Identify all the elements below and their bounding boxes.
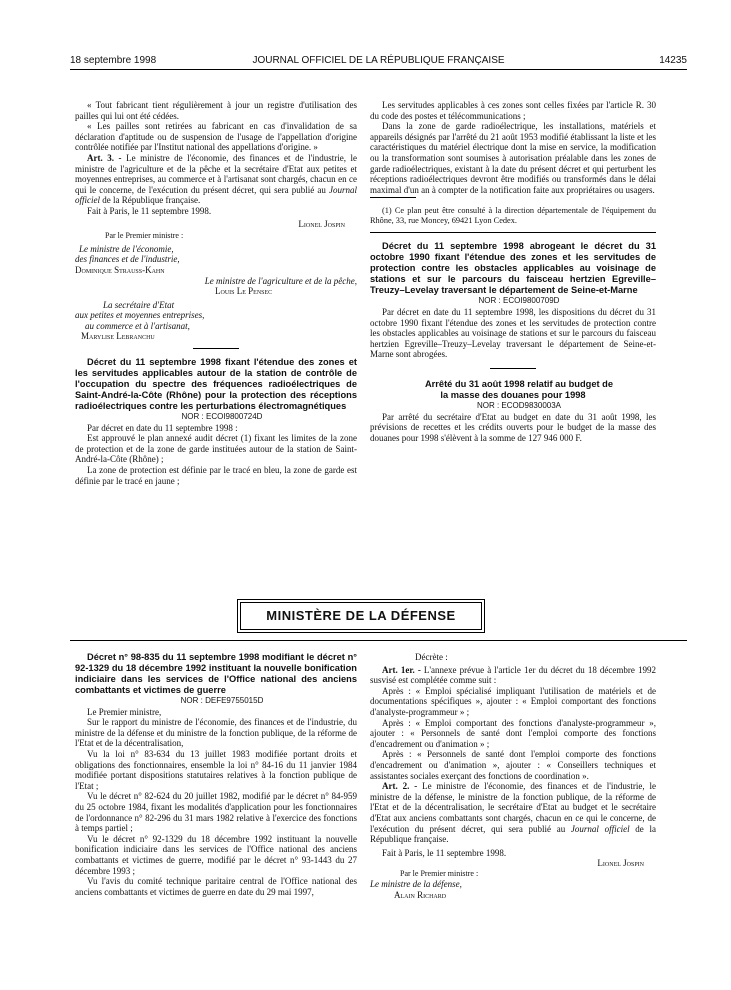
par-le-premier-ministre: Par le Premier ministre :: [105, 231, 184, 241]
nor-code: NOR : ECOD9830003A: [476, 400, 562, 410]
journal-officiel-ref: Journal officiel: [75, 184, 357, 206]
paragraph: Les servitudes applicables à ces zones sont celles fixées par l'article R. 30 du code des postes et télécommunications ;: [370, 100, 656, 121]
signature-prime-minister: Lionel Jospin: [597, 858, 644, 869]
left-column-top: [75, 100, 357, 486]
minister-name: Dominique Strauss-Kahn: [75, 264, 165, 275]
separator: [193, 348, 239, 349]
minister-title: des finances et de l'industrie,: [75, 254, 180, 265]
decree-title: Décret du 11 septembre 1998 fixant l'étendue des zones et les servitudes applicables autour de la station de contrôle de l'occupation du spectre des fréquences radioélectriques de Saint-André-la-Côte (Rhône) pour la protection des réceptions radioélectriques contre les perturbations électromagnétiques: [75, 357, 357, 412]
ministry-heading: MINISTÈRE DE LA DÉFENSE: [240, 602, 482, 630]
paragraph: Vu l'avis du comité technique paritaire central de l'Office national des anciens combattants et victimes de guerre en date du 29 mai 1997,: [75, 876, 357, 897]
decree-title: Décret du 11 septembre 1998 abrogeant le décret du 31 octobre 1990 fixant l'étendue des zones et les servitudes de protection contre les obstacles applicables au voisinage de stations et sur le parcours du faisceau hertzien Egreville–Treuzy–Levelay traversant le département de Seine-et-Marne: [370, 241, 656, 296]
minister-name: Alain Richard: [394, 890, 447, 901]
paragraph: Par décret en date du 11 septembre 1998 :: [87, 422, 238, 433]
paragraph: La zone de protection est définie par le tracé en bleu, la zone de garde est définie par le tracé en jaune ;: [75, 465, 357, 486]
minister-name: Marylise Lebranchu: [81, 331, 155, 342]
minister-title: au commerce et à l'artisanat,: [85, 320, 190, 331]
article-label: Art. 2. -: [382, 781, 418, 792]
paragraph: « Tout fabricant tient régulièrement à jour un registre d'utilisation des pailles qui lui ont été cédées.: [75, 100, 357, 121]
separator: [490, 368, 536, 369]
ministry-rule: [70, 640, 687, 641]
right-column-bottom: [370, 652, 656, 901]
minister-title: Le ministre de l'agriculture et de la pêche,: [204, 275, 357, 286]
paragraph: « Les pailles sont retirées au fabricant en cas d'invalidation de sa déclaration d'aptitude ou de suspension de l'usage de l'appellation d'origine contrôlée notifiée par l'Institut national des appellations d'origine. »: [75, 121, 357, 153]
minister-title: Le ministre de l'économie,: [79, 243, 174, 254]
header-page-number: 14235: [659, 55, 687, 66]
arrete-title: Arrêté du 31 août 1998 relatif au budget de la masse des douanes pour 1998: [424, 378, 614, 400]
separator: [370, 232, 656, 233]
header-date: 18 septembre 1998: [70, 55, 157, 66]
paragraph: Vu la loi n° 83-634 du 13 juillet 1983 modifiée portant droits et obligations des fonctionnaires, ensemble la loi n° 84-16 du 11 janvier 1984 modifiée portant dispositions statutaires relatives à la fonction publique de l'Etat ;: [75, 748, 357, 791]
journal-officiel-ref: Journal officiel: [570, 823, 630, 834]
article-3: Art. 3. - Le ministre de l'économie, des finances et de l'industrie, le ministre de l'agriculture et de la pêche et la secrétaire d'Etat aux petites et moyennes entreprises, au commerce et à l'artisanat sont chargés, chacun en ce qui le concerne, de l'exécution du présent décret, qui sera publié au Journal officiel de la République française.: [75, 152, 357, 206]
nor-code: NOR : DEFE9755015D: [180, 696, 264, 705]
paragraph: Après : « Personnels de santé dont l'emploi comporte des fonctions d'encadrement ou d'animation », ajouter : « Conseillers techniques et assistantes sociales exerçant des fonctions de coordination ».: [370, 749, 656, 781]
signature-prime-minister: Lionel Jospin: [298, 218, 345, 229]
paragraph: Le Premier ministre,: [87, 706, 162, 717]
footnote: (1) Ce plan peut être consulté à la direction départementale de l'équipement du Rhône, 33, rue Moncey, 69421 Lyon Cedex.: [370, 206, 656, 226]
minister-title: Le ministre de la défense,: [370, 879, 462, 890]
footnote-rule: [370, 197, 416, 198]
left-column-bottom: [75, 652, 357, 897]
article-label: Art. 3. -: [87, 152, 122, 163]
fait-a-paris: Fait à Paris, le 11 septembre 1998.: [382, 847, 507, 858]
header-journal-title: JOURNAL OFFICIEL DE LA RÉPUBLIQUE FRANÇAISE: [252, 55, 505, 66]
right-column-top: [370, 100, 656, 443]
paragraph: Vu le décret n° 92-1329 du 18 décembre 1992 instituant la nouvelle bonification indiciaire dans les services de l'Office national des anciens combattants et victimes de guerre, modifié par le décret n° 93-1443 du 27 décembre 1993 ;: [75, 833, 357, 876]
article-1: Art. 1er. - L'annexe prévue à l'article 1er du décret du 18 décembre 1992 susvisé est complétée comme suit :: [370, 664, 656, 686]
decrete: Décrète :: [415, 652, 448, 662]
nor-code: NOR : ECOI9800724D: [181, 412, 263, 422]
nor-code: NOR : ECOI9800709D: [478, 296, 560, 306]
paragraph: Est approuvé le plan annexé audit décret (1) fixant les limites de la zone de protection et de la zone de garde instituées autour de la station de Saint-André-la-Côte (Rhône) ;: [75, 433, 357, 465]
paragraph: Par décret en date du 11 septembre 1998, les dispositions du décret du 31 octobre 1990 fixant l'étendue des zones et les servitudes de protection contre les obstacles applicables au voisinage de stations et sur le parcours du faisceau hertzien Egreville–Treuzy–Levelay traversant le département de Seine-et-Marne sont abrogées.: [370, 306, 656, 360]
paragraph: Après : « Emploi comportant des fonctions d'analyste-programmeur », ajouter : « Personnels de santé dont l'emploi comporte des fonctions d'encadrement ou d'animation » ;: [370, 717, 656, 749]
paragraph: Vu le décret n° 82-624 du 20 juillet 1982, modifié par le décret n° 84-959 du 25 octobre 1984, fixant les modalités d'application pour les fonctionnaires de l'ordonnance n° 82-296 du 31 mars 1982 relative à l'exercice des fonctions à temps partiel ;: [75, 791, 357, 834]
minister-name: Louis Le Pensec: [215, 286, 273, 297]
article-2: Art. 2. - Le ministre de l'économie, des finances et de l'industrie, le ministre de la défense, le ministre de la fonction publique, de la réforme de l'Etat et de la décentralisation, le secrétaire d'Etat au budget et le secrétaire d'Etat aux anciens combattants sont chargés, chacun en ce qui le concerne, de l'exécution du présent décret, qui sera publié au Journal officiel de la République française.: [370, 781, 656, 845]
minister-title: aux petites et moyennes entreprises,: [75, 310, 205, 321]
minister-title: La secrétaire d'Etat: [103, 299, 175, 310]
decree-title: Décret n° 98-835 du 11 septembre 1998 modifiant le décret n° 92-1329 du 18 décembre 1992 instituant la nouvelle bonification indiciaire dans les services de l'Office national des anciens combattants et victimes de guerre: [75, 652, 357, 695]
paragraph: Sur le rapport du ministre de l'économie, des finances et de l'industrie, du ministre de la défense et du ministre de la fonction publique, de la réforme de l'Etat et de la décentralisation,: [75, 717, 357, 749]
header-rule: [70, 69, 687, 70]
paragraph: Dans la zone de garde radioélectrique, les installations, matériels et appareils désignés par l'arrêté du 21 août 1953 modifié établissant la liste et les caractéristiques du matériel électrique dont la mise en service, la modification ou la transformation sont soumises à autorisation préalable dans les zones de garde radioélectriques, existant à la date du présent décret et qui perturbent les réceptions radioélectriques devront être modifiés ou transformés dans le délai maximal d'un an à compter de la notification faite aux propriétaires ou usagers.: [370, 121, 656, 195]
fait-a-paris: Fait à Paris, le 11 septembre 1998.: [87, 205, 212, 216]
par-le-premier-ministre: Par le Premier ministre :: [400, 868, 479, 878]
paragraph: Après : « Emploi spécialisé impliquant l'utilisation de matériels et de documentations spécifiques », ajouter : « Emploi comportant des fonctions d'analyste-programmeur » ;: [370, 685, 656, 717]
page-header: [70, 55, 687, 69]
paragraph: Par arrêté du secrétaire d'Etat au budget en date du 31 août 1998, les prévisions de recettes et les crédits ouverts pour le budget de la masse des douanes pour 1998 s'élèvent à la somme de 127 946 000 F.: [370, 411, 656, 443]
article-label: Art. 1er. -: [382, 664, 421, 675]
